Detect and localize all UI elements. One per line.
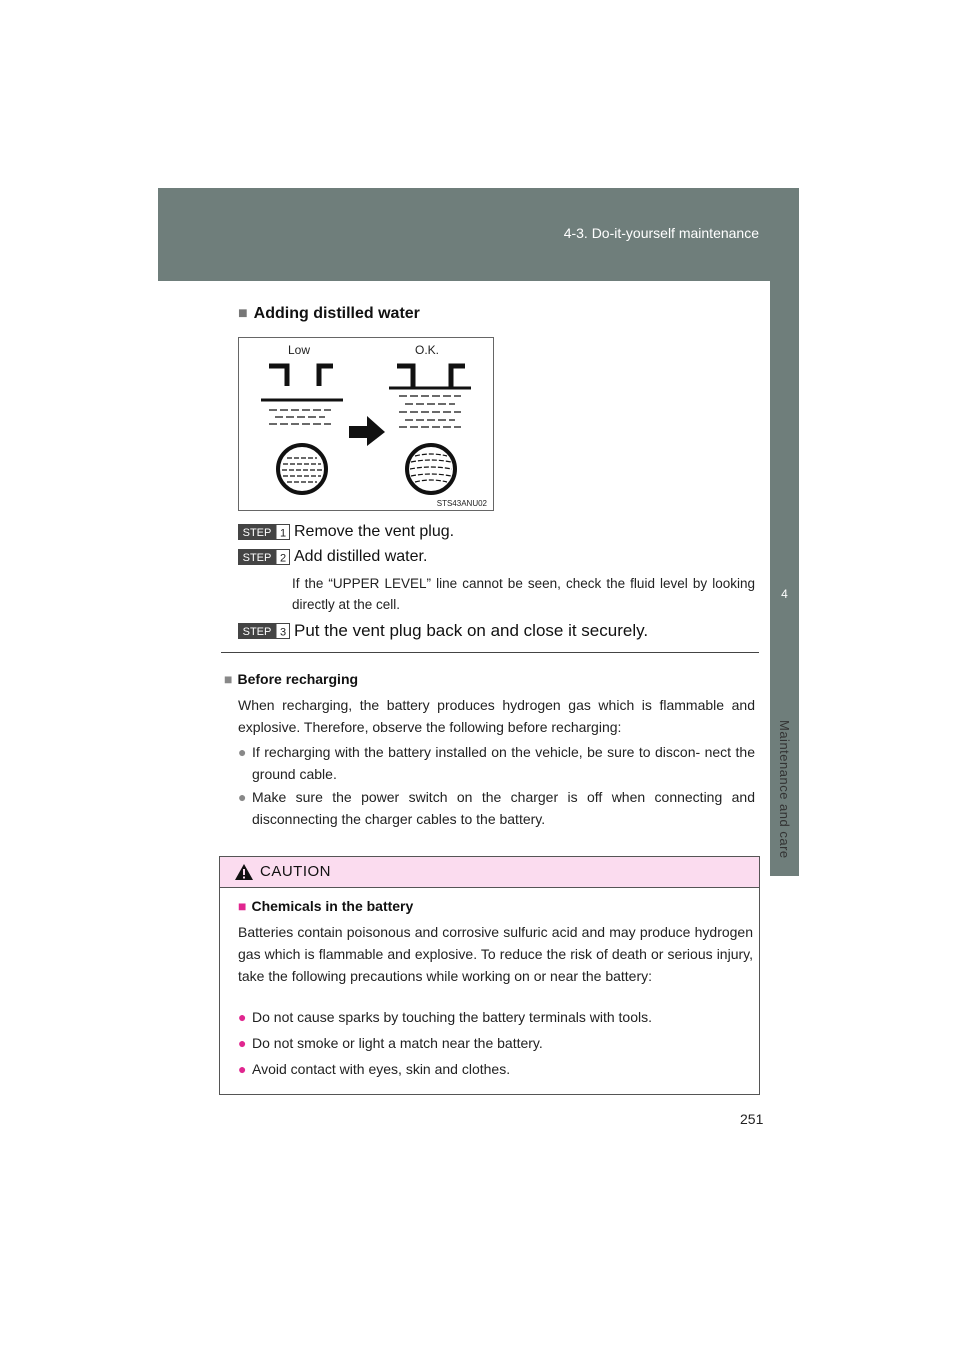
- divider: [221, 652, 759, 653]
- caution-bullet-2: [238, 1032, 755, 1054]
- step-3: [238, 621, 648, 641]
- section-title: [238, 305, 420, 323]
- caution-bullet-1: [238, 1006, 755, 1028]
- chapter-number: 4: [781, 587, 788, 601]
- step-2-text: Add distilled water.: [294, 548, 428, 565]
- square-bullet-icon: ■: [238, 898, 247, 914]
- circle-bullet-icon: ●: [238, 744, 247, 760]
- caution-bullet-1-text: Do not cause sparks by touching the battery terminals with tools.: [252, 1009, 652, 1025]
- svg-text:STEP: STEP: [242, 527, 272, 539]
- caution-header: [220, 857, 759, 888]
- circle-bullet-icon: ●: [238, 1035, 247, 1051]
- caution-title: CAUTION: [260, 863, 331, 880]
- step-2-note: If the “UPPER LEVEL” line cannot be seen, check the fluid level by looking directly at the cell.: [292, 576, 755, 612]
- page-number: 251: [740, 1111, 764, 1127]
- svg-text:1: 1: [279, 527, 287, 540]
- svg-text:STEP: STEP: [242, 626, 272, 638]
- circle-bullet-icon: ●: [238, 1061, 247, 1077]
- recharge-bullet-1-text: If recharging with the battery installed on the vehicle, be sure to discon- nect the ground cable.: [252, 744, 755, 782]
- svg-text:3: 3: [279, 626, 287, 639]
- chapter-label: Maintenance and care: [777, 720, 792, 859]
- svg-text:2: 2: [279, 552, 287, 565]
- step-badge-1: [238, 524, 290, 540]
- step-badge-3: [238, 623, 290, 639]
- caution-bullet-3-text: Avoid contact with eyes, skin and clothes.: [252, 1061, 511, 1077]
- caution-item-title-text: Chemicals in the battery: [251, 898, 414, 914]
- recharge-bullet-1: [238, 741, 755, 785]
- caution-item-title: [238, 898, 413, 914]
- header-section-title: 4-3. Do-it-yourself maintenance: [563, 225, 759, 241]
- step-1-text: Remove the vent plug.: [294, 523, 455, 540]
- battery-level-figure: [238, 337, 494, 511]
- caution-intro: Batteries contain poisonous and corrosive sulfuric acid and may produce hydrogen gas which is flammable and explosive. To reduce the risk of death or serious injury, take the following precautions while working on or near the battery:: [238, 924, 753, 984]
- arrow-right-icon: [349, 416, 385, 446]
- figure-label-low: Low: [288, 343, 311, 357]
- step-1: [238, 523, 454, 541]
- recharge-intro: When recharging, the battery produces hydrogen gas which is flammable and explosive. Therefore, observe the following before recharging:: [238, 697, 755, 735]
- step-badge-2: [238, 549, 290, 565]
- recharge-title: [224, 671, 358, 687]
- section-title-text: Adding distilled water: [253, 305, 420, 322]
- header-bar: [158, 188, 799, 281]
- svg-text:STEP: STEP: [242, 552, 272, 564]
- circle-bullet-icon: ●: [238, 1009, 247, 1025]
- circle-bullet-icon: ●: [238, 789, 247, 805]
- step-3-text: Put the vent plug back on and close it securely.: [294, 621, 649, 640]
- recharge-bullet-2-text: Make sure the power switch on the charger is off when connecting and disconnecting the charger cables to the battery.: [252, 789, 755, 827]
- warning-triangle-icon: [234, 863, 254, 881]
- caution-bullet-2-text: Do not smoke or light a match near the battery.: [252, 1035, 543, 1051]
- battery-level-diagram: [239, 338, 493, 510]
- square-bullet-icon: ■: [224, 671, 233, 687]
- recharge-title-text: Before recharging: [237, 671, 359, 687]
- square-bullet-icon: ■: [238, 305, 248, 322]
- figure-code: STS43ANU02: [436, 499, 487, 508]
- recharge-bullet-2: [238, 786, 755, 830]
- step-2: [238, 548, 427, 566]
- caution-bullet-3: [238, 1058, 755, 1080]
- figure-label-ok: O.K.: [415, 343, 440, 357]
